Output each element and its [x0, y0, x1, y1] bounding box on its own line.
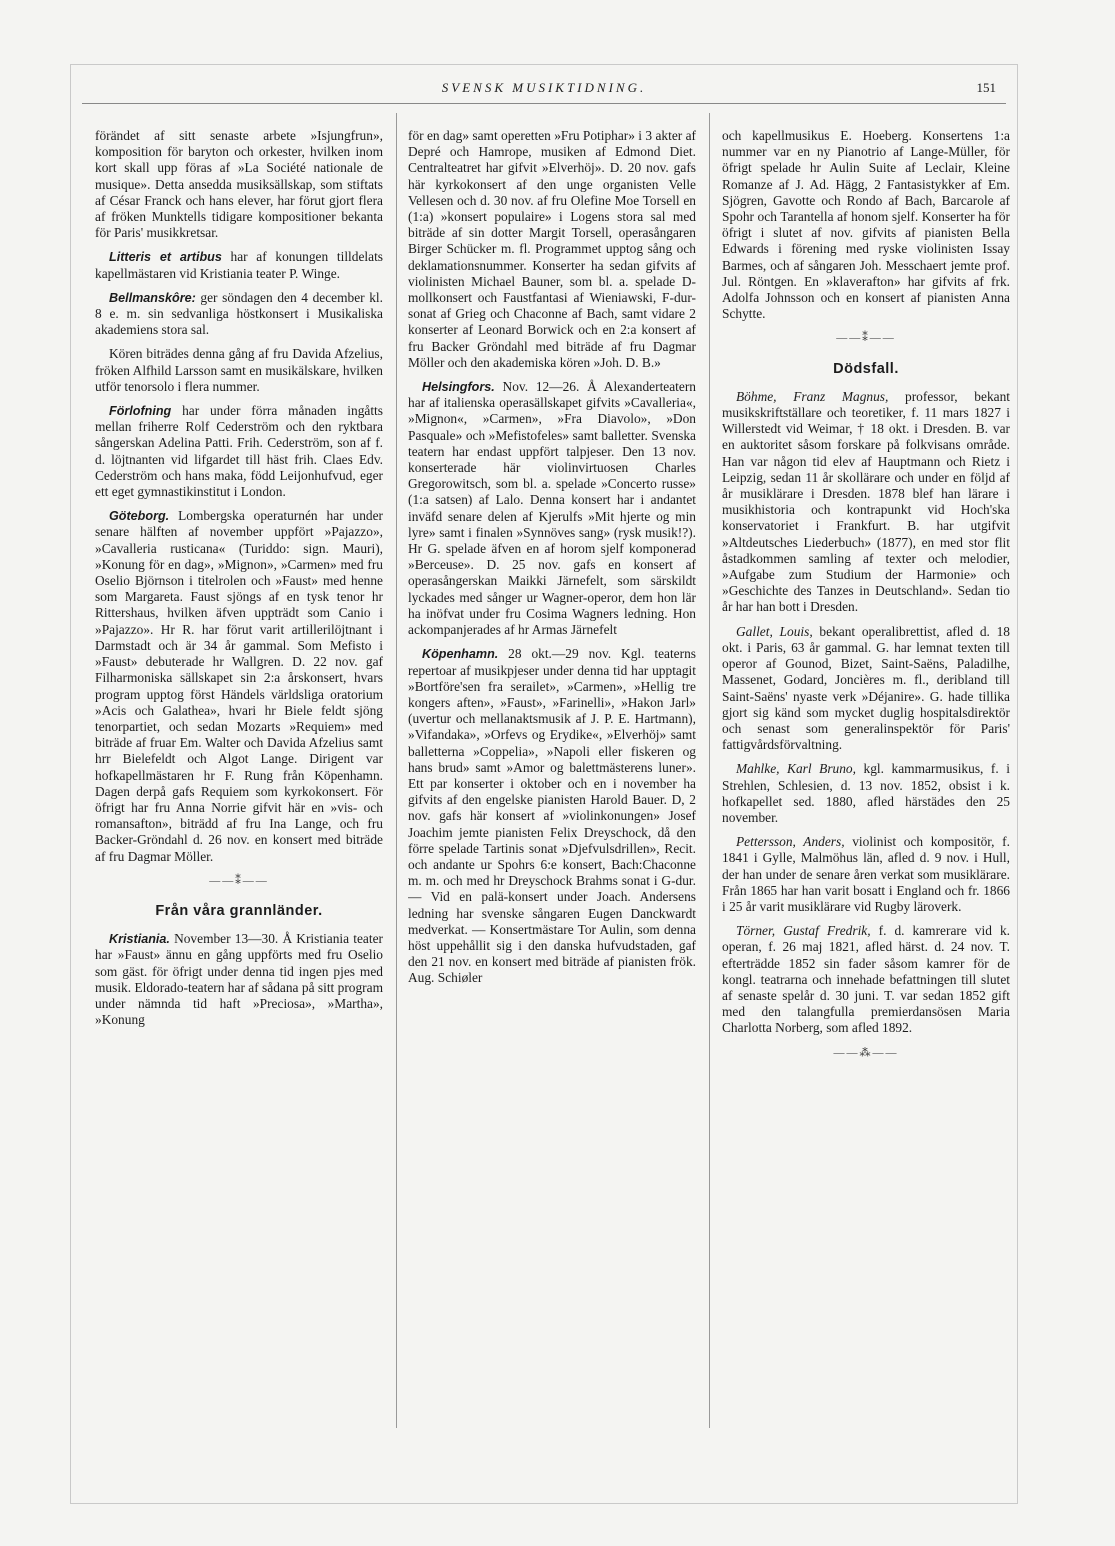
section-heading-dodsfall: Dödsfall. [833, 360, 899, 377]
obituary-mahlke [722, 761, 1010, 826]
separator-ornament: ——⁑—— [209, 874, 269, 887]
mahlke-text: kgl. kammarmusikus, f. i Strehlen, Schlesien, d. 13 nov. 1852, obsist i k. hofkapellet sed. 1880, afled härstädes den 25 november. [722, 761, 1010, 825]
litteris-text: har af konungen tilldelats kapellmästaren vid Kristiania teater P. Winge. [95, 249, 383, 281]
column-2 [408, 128, 696, 1428]
forlofning-text: har under förra månaden ingåtts mellan friherre Rolf Cederström och den ryktbara sångerskan Adelina Patti. Frih. Cederström, son af f. d. löjtnanten vid lifgardet till häst frih. Claes Edv. Cederström och hans maka, född Leijonhufvud, eger ett eget gymnastikinstitut i London. [95, 403, 383, 500]
name-mahlke: Mahlke, Karl Bruno, [736, 761, 856, 777]
obituary-gallet [722, 624, 1010, 754]
running-head [70, 80, 1018, 102]
article-litteris [95, 249, 383, 281]
kopenhamn-text: 28 okt.—29 nov. Kgl. teaterns repertoar af musikpjeser under denna tid har upptagit »Bortföre'sen fra serailet», »Carmen», »Hellig tre kongers aften», »Faust», »Farinelli», »Hakon Jarl» (uvertur och mellanaktsmusik af J. P. E. Hartmann), »Vifandaka», »Orfevs og Erydike«, »Elverhöj» samt balletterna »Coppelia», »Napoli eller fiskeren og hans brud» samt »Amor og balettmästerens luner». Ett par konserter i oktober och en i november ha gifvits af den engelske pianisten Harold Bauer. D, 2 nov. gafs här konsert af »violinkonungen» Josef Joachim jemte pianisten Felix Dreyschock, då den förre spelade Tartinis sonat »Djefvulsdrillen», Recit. och andante ur Spohrs 6:e konsert, Bach:Chaconne m. m. och med hr Dreyschock Brahms sonat i G-dur. — Vid en palä-konsert under Joach. Andersens ledning har svenske sångaren Eugen Danckwardt medverkat. — Konsertmästare Tor Aulin, som denna höst uppehållit sig i den danska hufvudstaden, gaf den 21 nov. en konsert med biträde af pianisten frök. Aug. Schiøler [408, 646, 696, 986]
obituary-pettersson [722, 834, 1010, 915]
name-pettersson: Pettersson, Anders, [736, 834, 845, 850]
rubric-kristiania: Kristiania. [109, 932, 170, 947]
article-koren: Kören biträdes denna gång af fru Davida Afzelius, fröken Alfhild Larsson samt en musikälskare, hvilken utför tenorsolo i flera nummer. [95, 346, 383, 394]
name-bohme: Böhme, Franz Magnus, [736, 388, 889, 404]
article-helsingfors [408, 379, 696, 638]
helsingfors-text: Nov. 12—26. Å Alexanderteatern har af italienska operasällskapet gifvits »Cavalleria«, »Mignon«, »Carmen», »Fra Diavolo», »Don Pasquale» och »Mefistofeles» samt balletter. Svenska teatern har endast uppfört talpjeser. Den 13 nov. konserterade här violinvirtuosen Charles Gregorowitsch, som bl. a. spelade »Concerto russe» (1:a satsen) af Lalo. Denna konsert har i andantet inväfd senare delen af Kjerulfs »Mit hjerte og min lyre» samt i finalen »Synnöves sang» (rysk musik!?). Hr G. spelade äfven en af horom sjelf komponerad »Berceuse». D. 25 nov. gafs en konsert af operasångerskan Maikki Järnefelt, som särskildt lyckades med sånger ur Wagner-operor, dem hon lär ha inöfvat under fru Cosima Wagners ledning. Hon ackompanjerades af hr Armas Järnefelt [408, 379, 696, 638]
header-rule [82, 103, 1006, 104]
rubric-goteborg: Göteborg. [109, 509, 170, 524]
kristiania-text: November 13—30. Å Kristiania teater har »Faust» ännu en gång uppförts med fru Oselio som gäst. för öfrigt under denna tid ingen pjes med musik. Eldorado-teatern har af sådana på sitt program under nämnda tid haft »Preciosa», »Martha», »Konung [95, 931, 383, 1028]
rubric-kopenhamn: Köpenhamn. [422, 647, 499, 662]
rubric-forlofning: Förlofning [109, 404, 172, 419]
rubric-litteris: Litteris et artibus [109, 250, 222, 265]
article-paragraph: och kapellmusikus E. Hoeberg. Konsertens 1:a nummer var en ny Pianotrio af Lange-Müller, för öfrigt spelade hr Aulin Suite af Leclair, Kleine Romanze af J. Ad. Hägg, 2 Fantasistykker af Em. Sjögren, Gavotte och Rondo af Bach, Barcarole af Spohr och Tarantella af honom sjelf. Konserter ha för öfrigt i slutet af nov. gifvits af pianisten Bella Edwards i förening med ryske violinisten Issay Barmes, och af sångaren Joh. Messchaert jemte prof. Jul. Röntgen. En »klaverafton» har gifvits af frk. Adolfa Johnsson och en konsert af pianisten Anna Schytte. [722, 128, 1010, 322]
section-heading-grannlander: Från våra grannländer. [155, 902, 323, 919]
rubric-bellman: Bellmanskôre: [109, 290, 196, 305]
article-kopenhamn [408, 646, 696, 986]
article-kristiania [95, 931, 383, 1028]
obituary-torner [722, 923, 1010, 1036]
bohme-text: professor, bekant musikskriftställare och teoretiker, f. 11 mars 1827 i Willerstedt vid Weimar, † 18 okt. i Dresden. B. var en auktoritet såsom forskare på folkvisans område. Han var någon tid elev af Hauptmann och Rietz i Leipzig, sedan 11 år skollärare och under en följd af år musiklärare i Dresden. 1878 blef han lärare i musikhistoria och kontrapunkt vid Hoch'ska konservatoriet i Frankfurt. B. har utgifvit »Altdeutsches Liederbuch» (1877), en med stor flit åstadkommen samling af texter och melodier, »Aufgabe zum Studium der Harmonie» och »Geschichte des Tanzes in Deutschland». Sedan tio år har han bott i Dresden. [722, 388, 1010, 615]
name-torner: Törner, Gustaf Fredrik, [736, 923, 871, 939]
name-gallet: Gallet, Louis, [736, 623, 813, 639]
separator-ornament: ——⁑—— [836, 332, 896, 345]
column-rule-2 [709, 113, 710, 1428]
running-title: SVENSK MUSIKTIDNING. [441, 80, 647, 95]
pettersson-text: violinist och kompositör, f. 1841 i Gylle, Malmöhus län, afled d. 9 nov. i Hull, der han under de senare åren verkat som musiklärare. Från 1865 har han varit bosatt i England och fr. 1866 i 25 år varit musiklärare vid Rugby läroverk. [722, 834, 1010, 914]
rubric-helsingfors: Helsingfors. [422, 380, 495, 395]
article-goteborg [95, 508, 383, 864]
goteborg-text: Lombergska operaturnén har under senare hälften af november uppfört »Pajazzo», »Cavalleria rusticana« (Turiddo: sign. Mauri), »Konung för en dag», »Mignon», »Carmen» med fru Oselio Björnson i titelrolen och »Faust» med henne som Margareta. Faust sjöngs af en tysk tenor hr Rittershaus, hvilken äfven uppträdt som Canio i »Pajazzo». Hr R. har förut varit artillerilöjtnant i Darmstadt och är 34 år gammal. Som Mefisto i »Faust» debuterade hr Wallgren. D. 22 nov. gaf Filharmoniska sällskapet sin 2:a årskonsert, hvars program upptog först Händels världsliga oratorium »Acis och Galathea», hvari hr Biele feldt sjöng tenorpartiet, och sedan Mozarts »Requiem» med biträde af fruar Em. Walter och Davida Afzelius samt hrr Bielefeldt och Algot Lange. Dirigent var hofkapellmästaren hr F. Rung från Köpenhamn. Dagen derpå gafs Requiem som kyrkokonsert. För öfrigt har fru Anna Norrie gifvit här en »vis- och romansafton», biträdd af fru Ina Lange, och fru Backer-Gröndahl d. 26 nov. en konsert med biträde af fru Dagmar Möller. [95, 508, 383, 864]
column-3 [722, 128, 1010, 1428]
column-rule-1 [396, 113, 397, 1428]
column-1 [95, 128, 383, 1428]
end-separator-ornament: ——⁂—— [833, 1046, 899, 1059]
article-paragraph: för en dag» samt operetten »Fru Potiphar» i 3 akter af Depré och Hamrope, musiken af Edmond Diet. Centralteatret har gifvit »Elverhöj». D. 20 nov. gafs här kyrkokonsert af den unge organisten Velle Vellesen och d. 30 nov. af fru Olefine Moe Torsell en (1:a) »konsert populaire» i Logens stora sal med biträde af sin dotter Margit Torsell, operasångaren Birger Schücker m. fl. Programmet upptog sång och deklamationsnummer. Konserter ha sedan gifvits af violinisten Michael Bauner, som bl. a. spelade D-mollkonsert och Faustfantasi af Wieniawski, F-dur-sonat af Grieg och Chaconne af Bach, samt vidare 2 konserter af Leonard Borwick och en 2:a konsert af fru Backer Gröndahl med biträde af fru Dagmar Möller och den akademiska kören »Joh. D. B.» [408, 128, 696, 370]
gallet-text: bekant operalibrettist, afled d. 18 okt. i Paris, 63 år gammal. G. har lemnat texten till operor af Gounod, Bizet, Saint-Saëns, Paladilhe, Massenet, Godard, Joncières m. fl., deribland till Saint-Saëns' nyaste verk »Déjanire». G. hade tillika gjort sig känd som mycket duglig hospitalsdirektör och senast som generalinspektör för Paris' fattigvårdsförvaltning. [722, 623, 1010, 753]
torner-text: f. d. kamrerare vid k. operan, f. 26 maj 1821, afled härst. d. 24 nov. T. efterträdde 1852 sin fader såsom kamrer för de kongl. teatrarna och innehade befattningen till slutet af senaste spelår d. 30 juni. T. var sedan 1852 gift med den talangfulla premierdansösen Maria Charlotta Norberg, som afled 1892. [722, 923, 1010, 1036]
bellman-text: ger söndagen den 4 december kl. 8 e. m. sin sedvanliga höstkonsert i Musikaliska akademiens stora sal. [95, 289, 383, 338]
obituary-bohme [722, 389, 1010, 616]
page-number: 151 [976, 80, 996, 95]
article-bellman [95, 290, 383, 339]
article-paragraph: förändet af sitt senaste arbete »Isjungfrun», komposition för baryton och orkester, hvilken inom kort skall upp föras af »La Société nationale de musique». Detta ansedda musiksällskap, som stiftats af César Franck och hans elever, har förut gjort flera af fröken Munktells tidigare kompositioner bekanta för Paris' musikkretsar. [95, 128, 383, 241]
article-forlofning [95, 403, 383, 500]
